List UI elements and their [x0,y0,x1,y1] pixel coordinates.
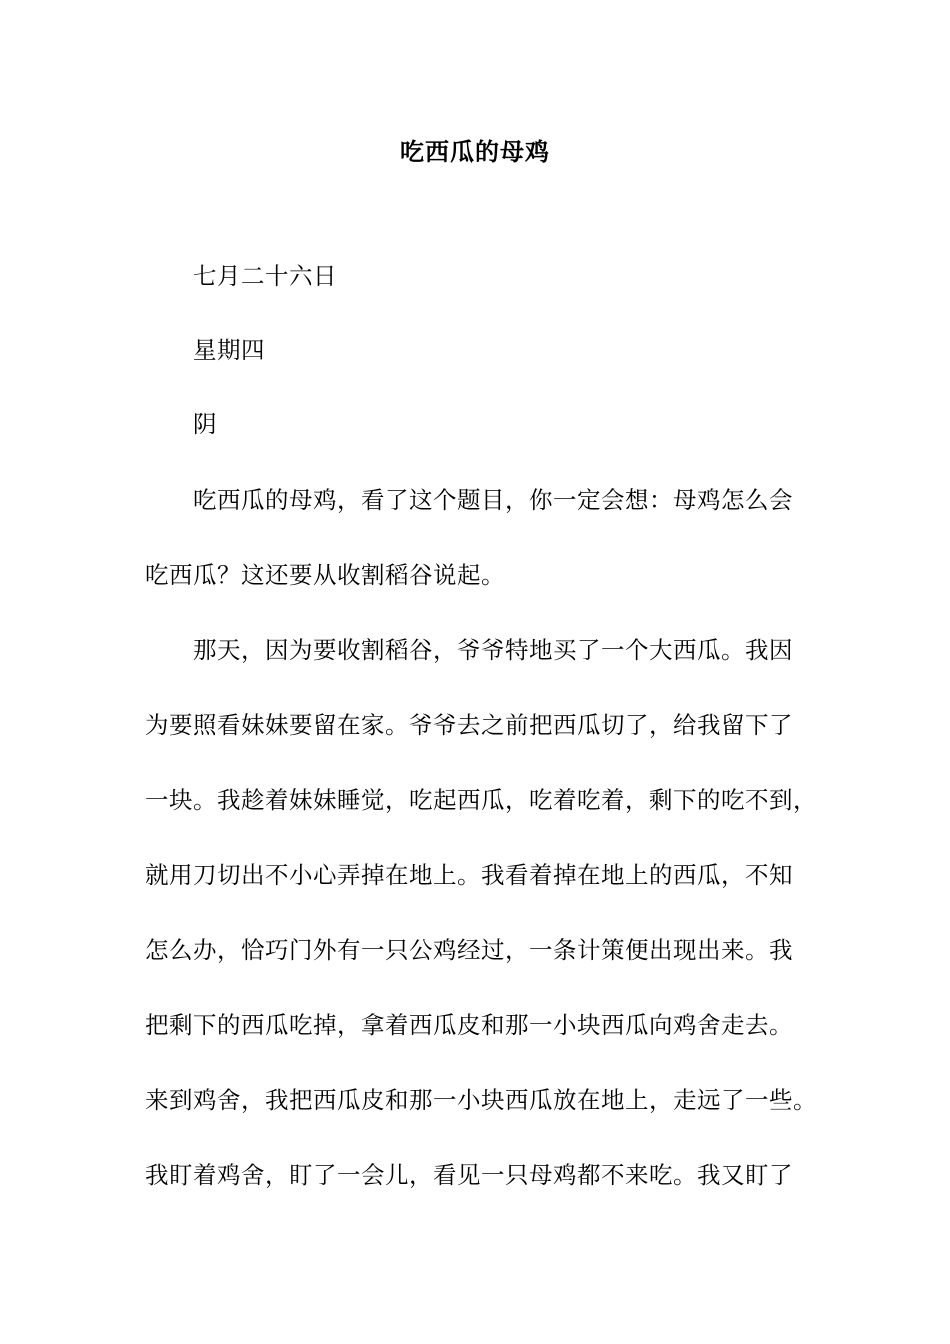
diary-date: 七月二十六日 [193,262,337,290]
paragraph-2-line-4: 就用刀切出不小心弄掉在地上。我看着掉在地上的西瓜，不知 [145,861,793,889]
diary-weather: 阴 [193,410,217,438]
diary-weekday: 星期四 [193,336,265,364]
paragraph-2-line-5: 怎么办，恰巧门外有一只公鸡经过，一条计策便出现出来。我 [145,936,793,964]
paragraph-1-line-1: 吃西瓜的母鸡，看了这个题目，你一定会想：母鸡怎么会 [193,486,793,514]
document-title: 吃西瓜的母鸡 [400,137,550,166]
paragraph-2-line-8: 我盯着鸡舍，盯了一会儿，看见一只母鸡都不来吃。我又盯了 [145,1161,793,1189]
paragraph-2-line-3: 一块。我趁着妹妹睡觉，吃起西瓜，吃着吃着，剩下的吃不到， [145,786,817,814]
paragraph-2-line-1: 那天，因为要收割稻谷，爷爷特地买了一个大西瓜。我因 [193,636,793,664]
paragraph-2-line-6: 把剩下的西瓜吃掉，拿着西瓜皮和那一小块西瓜向鸡舍走去。 [145,1011,793,1039]
paragraph-2-line-2: 为要照看妹妹要留在家。爷爷去之前把西瓜切了，给我留下了 [145,711,793,739]
paragraph-2-line-7: 来到鸡舍，我把西瓜皮和那一小块西瓜放在地上，走远了一些。 [145,1086,817,1114]
paragraph-1-line-2: 吃西瓜？这还要从收割稻谷说起。 [145,561,505,589]
